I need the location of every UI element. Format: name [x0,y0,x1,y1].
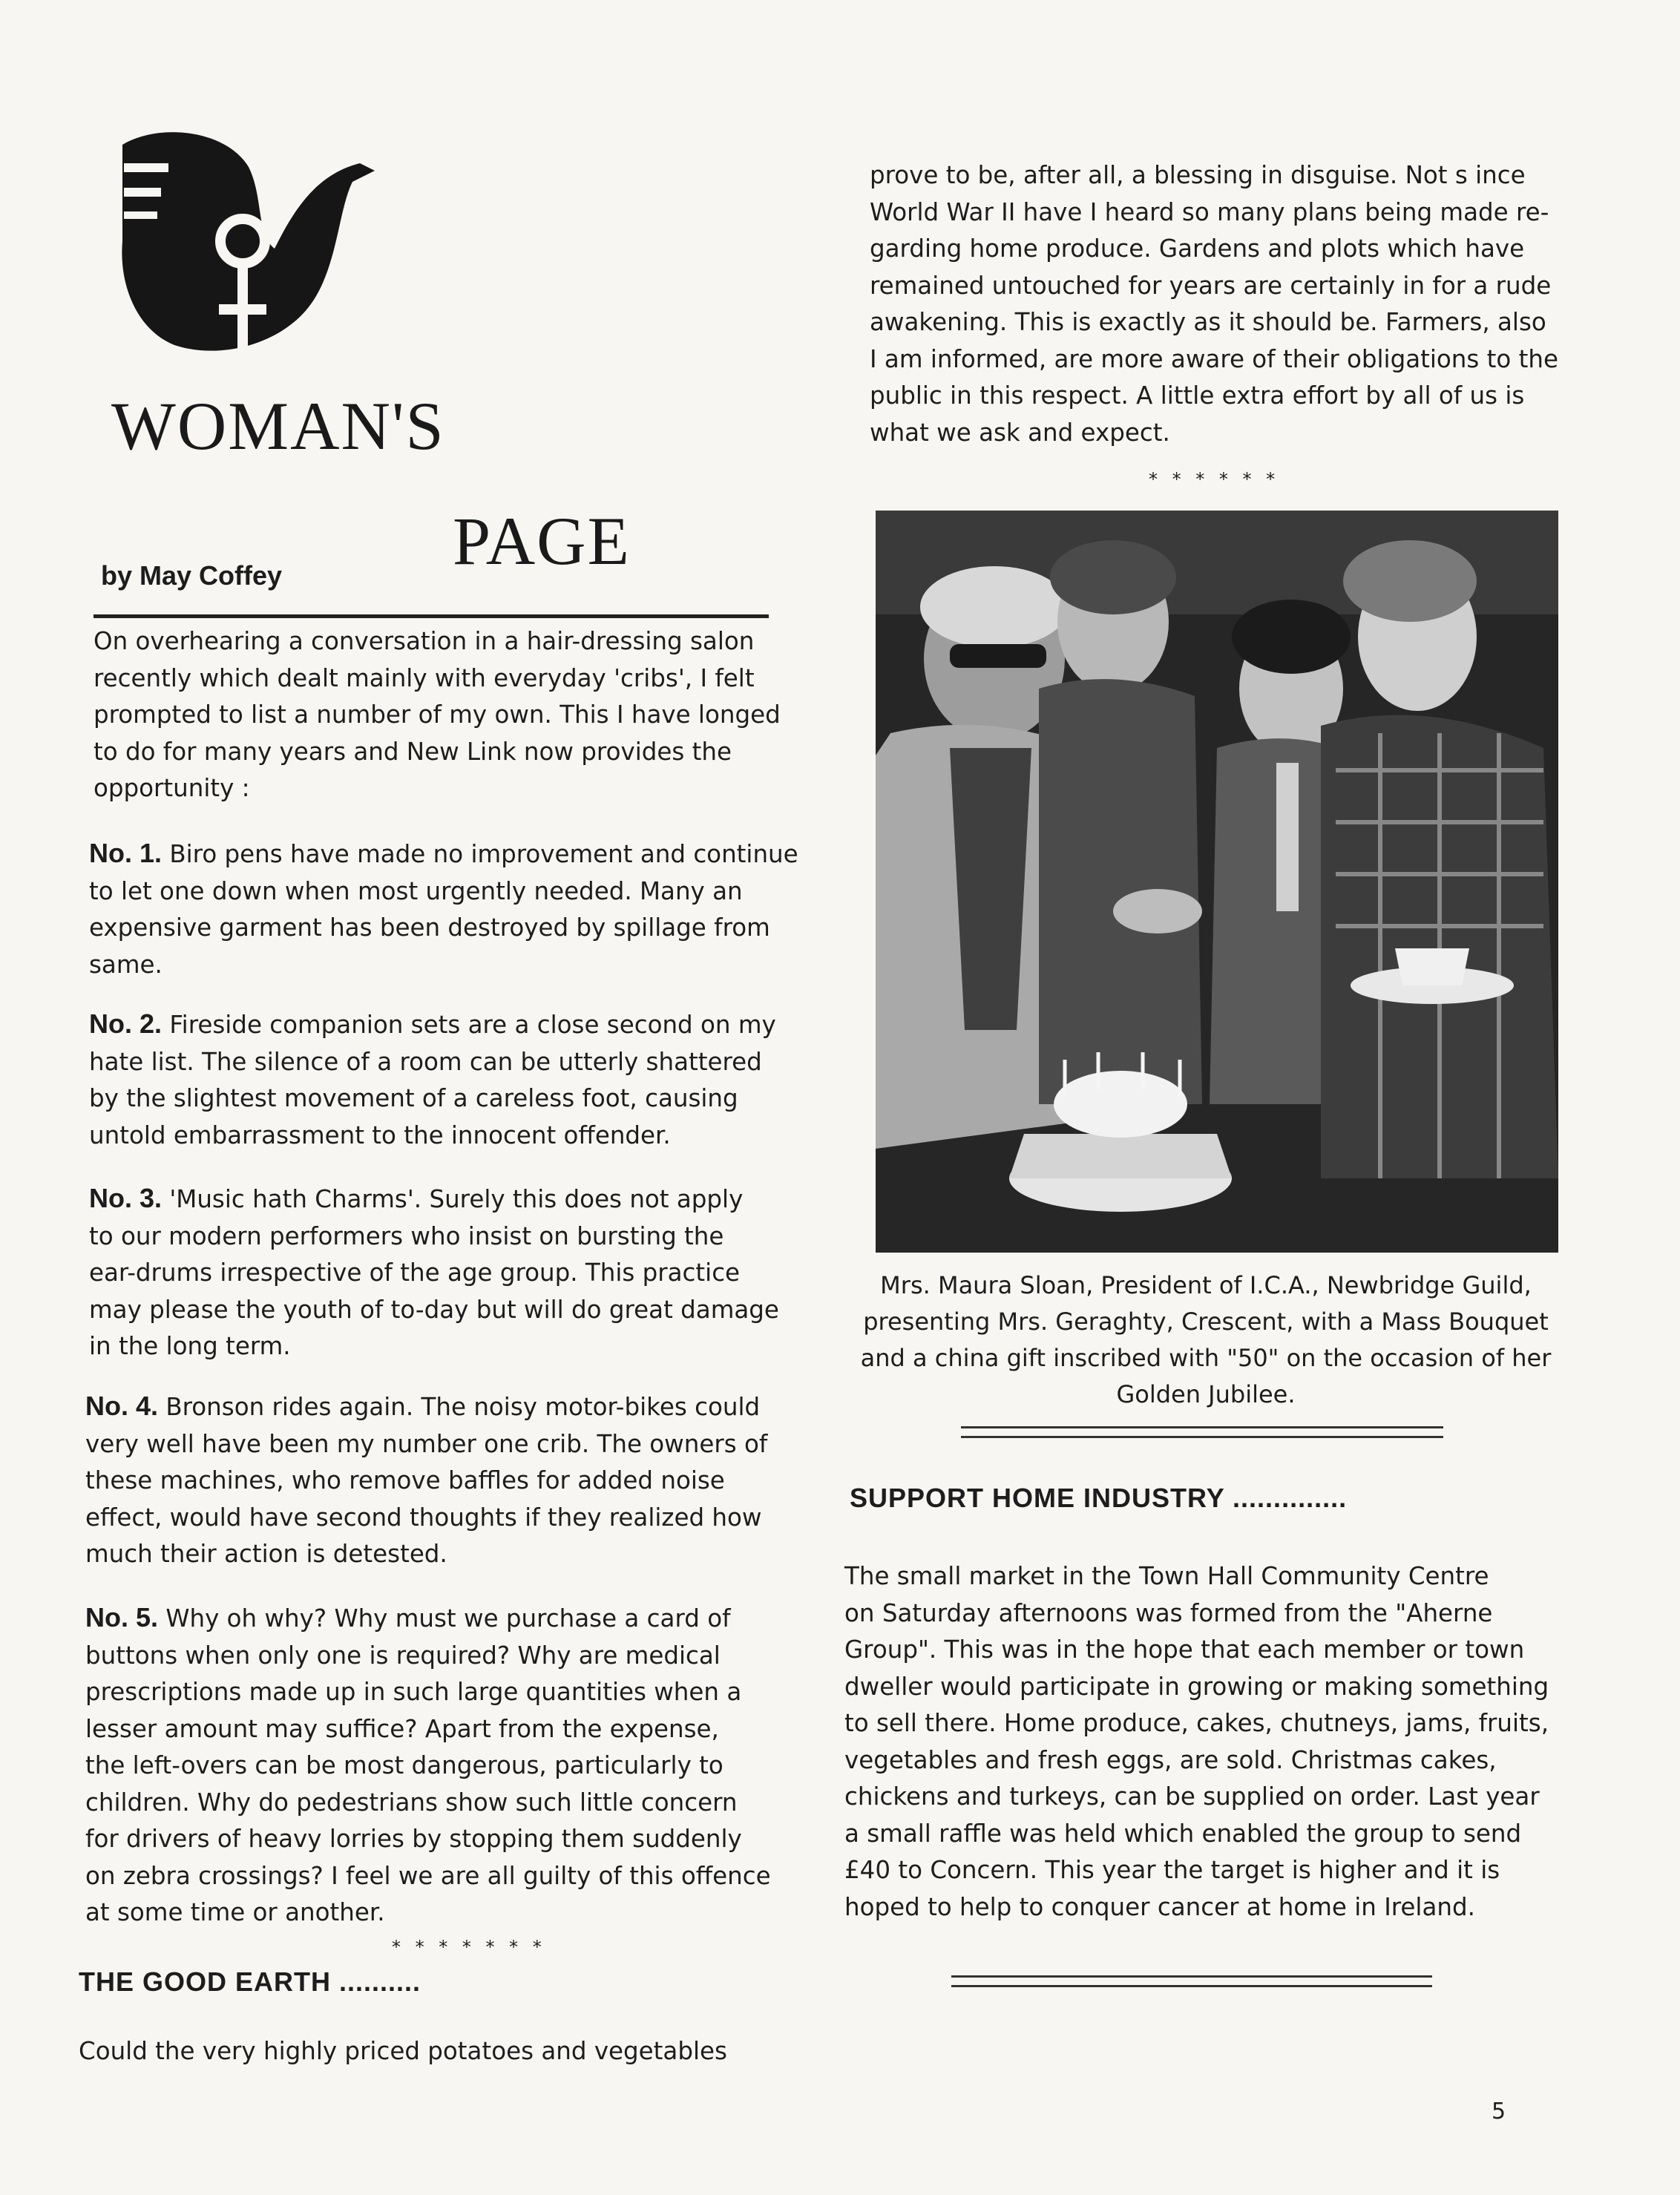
text-line: Bronson rides again. The noisy motor-bikes could [158,1393,761,1421]
photo-caption [824,1267,1588,1413]
crib-number: No. 2. [89,1008,163,1039]
text-line: to our modern performers who insist on bursting the [89,1221,724,1250]
text-line: awakening. This is exactly as it should be. Farmers, also [870,308,1546,336]
byline: by May Coffey [101,560,283,591]
text-line: hoped to help to conquer cancer at home in Ireland. [844,1892,1475,1921]
text-line: much their action is detested. [85,1540,447,1568]
page-number: 5 [1492,2099,1506,2125]
text-line: Group". This was in the hope that each member or town [844,1635,1525,1664]
text-line: chickens and turkeys, can be supplied on order. Last year [844,1782,1540,1811]
text-line: World War II have I heard so many plans being made re- [870,197,1549,226]
text-line: to sell there. Home produce, cakes, chutneys, jams, fruits, [844,1709,1549,1737]
text-line: lesser amount may suffice? Apart from the expense, [85,1714,719,1743]
text-line: hate list. The silence of a room can be utterly shattered [89,1047,762,1076]
text-line: untold embarrassment to the innocent offender. [89,1121,671,1149]
crib-number: No. 3. [89,1183,163,1213]
section-separator: * * * * * * * [392,1937,546,1958]
text-line: effect, would have second thoughts if they realized how [85,1503,762,1532]
text-line: to do for many years and New Link now provides the [93,737,732,766]
text-line: buttons when only one is required? Why are medical [85,1641,721,1670]
text-line: opportunity : [93,774,250,802]
text-line: Fireside companion sets are a close second on my [162,1011,776,1039]
photo-image [876,511,1558,1253]
title-rule [93,614,769,618]
text-line: on zebra crossings? I feel we are all guilty of this offence [85,1861,771,1890]
text-line: presenting Mrs. Geraghty, Crescent, with a Mass Bouquet [863,1308,1549,1336]
text-line: for drivers of heavy lorries by stopping them suddenly [85,1825,742,1853]
crib-number: No. 1. [89,838,163,868]
crib-number: No. 5. [85,1602,159,1633]
text-line: same. [89,950,163,979]
text-line: ear-drums irrespective of the age group. This practice [89,1259,741,1287]
text-line: children. Why do pedestrians show such little concern [85,1788,738,1817]
text-line: these machines, who remove baffles for added noise [85,1466,725,1494]
text-line: I am informed, are more aware of their obligations to the [870,344,1558,373]
text-line: the left-overs can be most dangerous, particularly to [85,1751,723,1779]
crib-5 [85,1599,835,1932]
continued-paragraph [870,157,1619,451]
text-line: remained untouched for years are certainly in for a rude [870,271,1552,300]
jubilee-photo [876,511,1558,1253]
text-line: vegetables and fresh eggs, are sold. Christmas cakes, [844,1745,1497,1774]
text-line: expensive garment has been destroyed by spillage from [89,913,770,942]
text-line: what we ask and expect. [870,418,1170,447]
text-line: prompted to list a number of my own. This I have longed [93,701,781,729]
text-line: Mrs. Maura Sloan, President of I.C.A., Newbridge Guild, [880,1271,1532,1299]
intro-paragraph [93,623,836,807]
text-line: Why oh why? Why must we purchase a card of [158,1604,731,1633]
crib-2 [89,1005,839,1154]
end-rule [951,1975,1432,1987]
text-line: may please the youth of to-day but will do great damage [89,1295,779,1324]
support-heading: SUPPORT HOME INDUSTRY .............. [850,1483,1348,1513]
text-line: On overhearing a conversation in a hair-dressing salon [93,627,755,655]
text-line: very well have been my number one crib. The owners of [85,1429,768,1458]
good-earth-heading: THE GOOD EARTH .......... [79,1966,421,1997]
text-line: recently which dealt mainly with everyday 'cribs', I felt [93,663,755,692]
text-line: to let one down when most urgently needed. Many an [89,876,743,905]
text-line: on Saturday afternoons was formed from the "Aherne [844,1598,1493,1627]
text-line: in the long term. [89,1332,291,1360]
text-line: public in this respect. A little extra effort by all of us is [870,381,1525,410]
text-line: at some time or another. [85,1898,385,1926]
text-line: 'Music hath Charms'. Surely this does not apply [162,1185,744,1213]
text-line: Biro pens have made no improvement and continue [162,840,798,868]
support-paragraph [844,1558,1616,1926]
page-title-line1: WOMAN'S [111,388,445,464]
text-line: Golden Jubilee. [1116,1380,1296,1408]
caption-rule [961,1426,1443,1438]
good-earth-text: Could the very highly priced potatoes and vegetables [79,2037,727,2065]
text-line: The small market in the Town Hall Community Centre [844,1562,1489,1590]
text-line: dweller would participate in growing or making something [844,1672,1549,1701]
crib-4 [85,1388,835,1573]
text-line: £40 to Concern. This year the target is higher and it is [844,1856,1500,1884]
text-line: and a china gift inscribed with "50" on the occasion of her [860,1344,1552,1372]
page-title-line2: PAGE [453,503,631,579]
crib-1 [89,835,839,983]
text-line: prove to be, after all, a blessing in disguise. Not s ince [870,161,1526,189]
dove-venus-logo-icon [115,122,375,360]
crib-3 [89,1180,839,1365]
text-line: by the slightest movement of a careless foot, causing [89,1084,738,1112]
text-line: a small raffle was held which enabled the group to send [844,1819,1522,1848]
section-separator: * * * * * * [1149,469,1280,490]
text-line: prescriptions made up in such large quantities when a [85,1678,742,1706]
text-line: garding home produce. Gardens and plots which have [870,234,1525,263]
crib-number: No. 4. [85,1391,159,1421]
